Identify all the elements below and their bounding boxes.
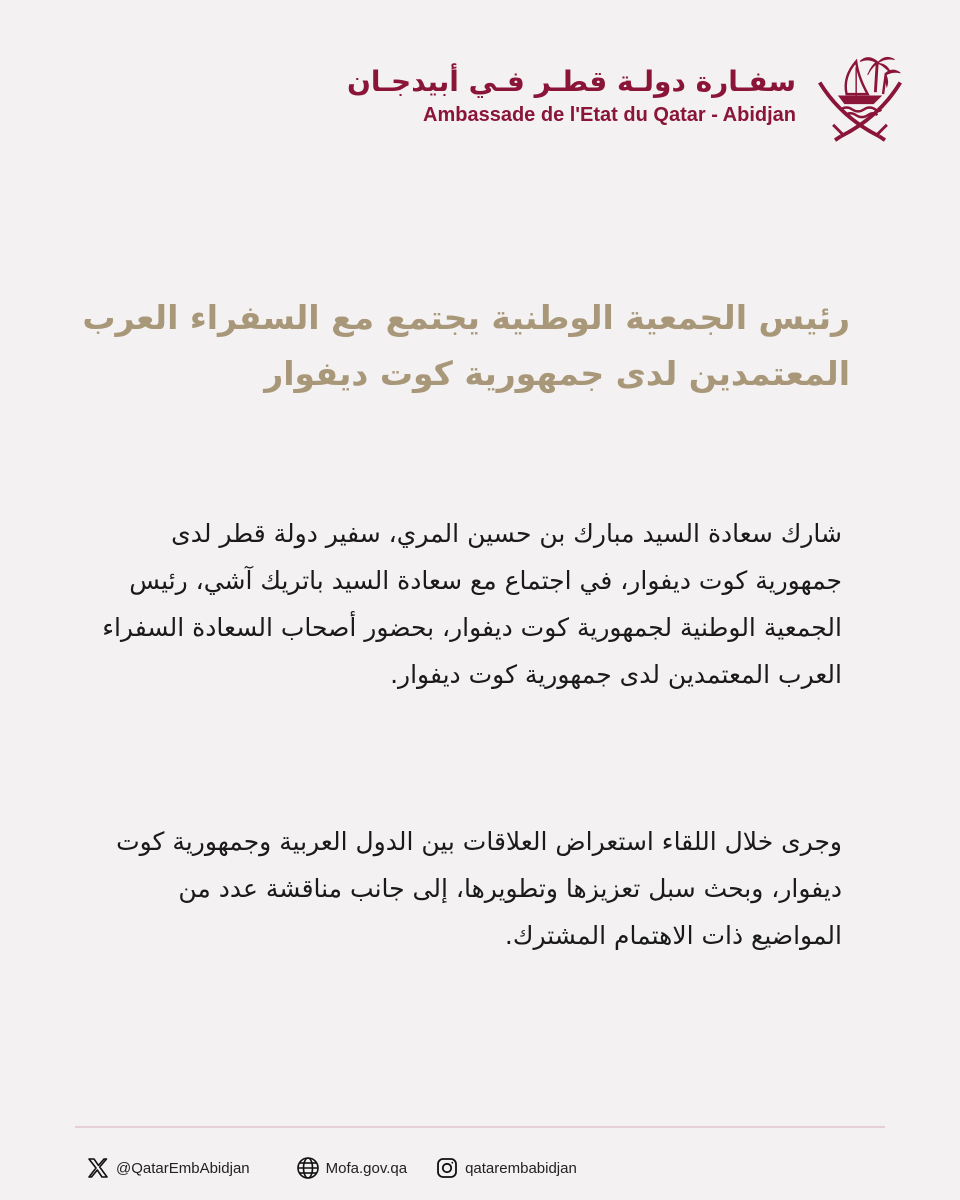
embassy-name-french: Ambassade de l'Etat du Qatar - Abidjan bbox=[423, 104, 796, 126]
qatar-emblem-icon bbox=[812, 48, 908, 144]
instagram-handle-text[interactable]: qatarembabidjan bbox=[465, 1159, 577, 1177]
headline-line-2: المعتمدين لدى جمهورية كوت ديفوار bbox=[264, 354, 850, 393]
footer-instagram[interactable] bbox=[435, 1156, 577, 1180]
x-handle-text[interactable]: @QatarEmbAbidjan bbox=[116, 1159, 250, 1177]
body-paragraph-1: شارك سعادة السيد مبارك بن حسين المري، سفير دولة قطر لدى جمهورية كوت ديفوار، في اجتماع مع سعادة السيد باتريك آشي، رئيس الجمعية الوطنية لجمهورية كوت ديفوار، بحضور أصحاب السعادة السفراء العرب المعتمدين لدى جمهورية كوت ديفوار. bbox=[102, 519, 842, 689]
instagram-icon bbox=[435, 1156, 459, 1180]
headline-line-1: رئيس الجمعية الوطنية يجتمع مع السفراء العرب bbox=[82, 298, 850, 337]
embassy-name-arabic: سفـارة دولـة قطـر فـي أبيدجـان bbox=[347, 65, 796, 98]
footer-x-handle[interactable] bbox=[86, 1156, 250, 1180]
embassy-name-block bbox=[347, 64, 796, 128]
body-paragraph-2: وجرى خلال اللقاء استعراض العلاقات بين الدول العربية وجمهورية كوت ديفوار، وبحث سبل تعزيزها وتطويرها، إلى جانب مناقشة عدد من المواضيع ذات الاهتمام المشترك. bbox=[116, 827, 842, 950]
footer bbox=[86, 1150, 577, 1186]
globe-icon bbox=[296, 1156, 320, 1180]
x-icon bbox=[86, 1156, 110, 1180]
footer-website[interactable] bbox=[296, 1156, 407, 1180]
embassy-header bbox=[347, 48, 908, 144]
website-text[interactable]: Mofa.gov.qa bbox=[325, 1159, 408, 1177]
headline bbox=[60, 290, 850, 402]
footer-divider bbox=[75, 1126, 885, 1128]
